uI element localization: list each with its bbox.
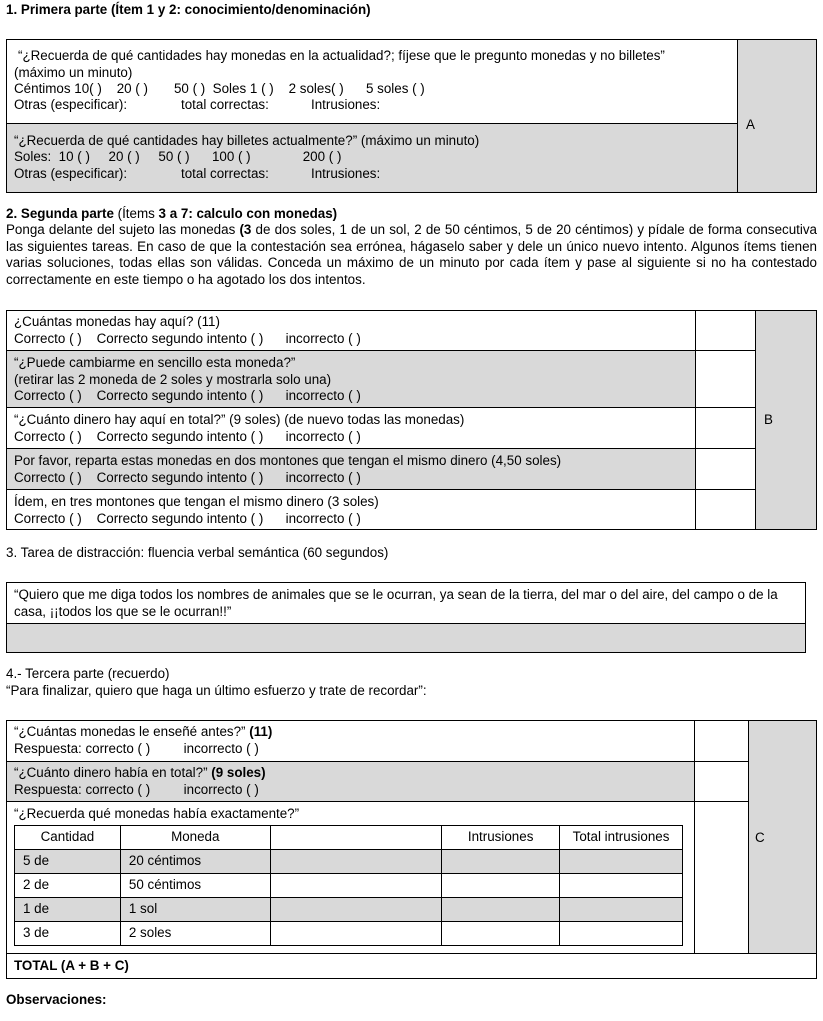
header-cantidad: Cantidad bbox=[15, 826, 121, 850]
part2-row-divider bbox=[6, 489, 756, 490]
part1-side-shade bbox=[738, 40, 816, 192]
part2-item2-answer: Correcto ( ) Correcto segundo intento ( ) incorrecto ( ) bbox=[14, 388, 361, 403]
part4-row-divider bbox=[6, 801, 749, 802]
part4-q1-answer: (11) bbox=[249, 724, 273, 739]
cell-cantidad: 3 de bbox=[15, 922, 121, 946]
part4-q2-answer: (9 soles) bbox=[211, 765, 266, 780]
part2-heading-a: 2. Segunda parte bbox=[6, 206, 114, 221]
cell-moneda: 1 sol bbox=[120, 898, 270, 922]
part2-item3 bbox=[14, 412, 464, 445]
table-row bbox=[15, 850, 683, 874]
part4-q2-text: “¿Cuánto dinero había en total?” bbox=[14, 765, 212, 780]
part4-total-divider bbox=[6, 953, 817, 954]
header-total-intrusiones: Total intrusiones bbox=[560, 826, 683, 850]
part2-item1-question: ¿Cuántas monedas hay aquí? (11) bbox=[14, 314, 220, 329]
part3-prompt: “Quiero que me diga todos los nombres de animales que se le ocurran, ya sean de la tierra, del mar o del aire, del campo o de la casa, ¡¡todos los que se le ocurran!!” bbox=[14, 587, 778, 619]
cell-blank bbox=[270, 850, 442, 874]
cell-intrusiones bbox=[442, 922, 560, 946]
cell-total-intrusiones bbox=[560, 850, 683, 874]
part1-heading: 1. Primera parte (Ítem 1 y 2: conocimiento/denominación) bbox=[6, 2, 371, 17]
cell-cantidad: 1 de bbox=[15, 898, 121, 922]
part4-q1 bbox=[14, 724, 272, 757]
cell-moneda: 50 céntimos bbox=[120, 874, 270, 898]
cell-blank bbox=[270, 898, 442, 922]
part2-item1 bbox=[14, 314, 361, 347]
part2-item4 bbox=[14, 453, 561, 486]
coins-table-header bbox=[15, 826, 683, 850]
part1-q1-others: Otras (especificar): bbox=[14, 97, 128, 112]
part2-heading-b: (Ítems bbox=[113, 206, 159, 221]
part1-q1-total: total correctas: bbox=[181, 97, 269, 112]
part2-divider-1 bbox=[695, 310, 696, 530]
part2-intro-c: de dos soles, 1 de un sol, 2 de 50 céntimos, 5 de 20 céntimos) y pídale de forma consecutiva las siguientes tareas. En caso de que la contestación sea errónea, hágaselo saber y dele un único nuevo intento. Algunos ítems tienen varias soluciones, todas ellas son válidas. Conceda un máximo de un minuto por cada ítem y pase al siguiente si no ha contestado correctamente en este tiempo o ha agotado los dos intentos. bbox=[6, 222, 817, 287]
cell-cantidad: 5 de bbox=[15, 850, 121, 874]
part4-divider-2 bbox=[748, 720, 749, 954]
part2-item4-answer: Correcto ( ) Correcto segundo intento ( ) incorrecto ( ) bbox=[14, 469, 361, 485]
part2-intro-a: Ponga delante del sujeto las monedas bbox=[6, 222, 240, 237]
part4-divider-1 bbox=[694, 720, 695, 954]
part2-item2-question: “¿Puede cambiarme en sencillo esta moneda?” bbox=[14, 355, 296, 370]
part4-side-label: C bbox=[755, 830, 765, 845]
part1-q2-text: “¿Recuerda de qué cantidades hay billetes actualmente?” (máximo un minuto) bbox=[14, 133, 480, 148]
part2-item3-answer: Correcto ( ) Correcto segundo intento ( ) incorrecto ( ) bbox=[14, 428, 361, 444]
part2-row-divider bbox=[6, 350, 756, 351]
part2-item1-answer: Correcto ( ) Correcto segundo intento ( ) incorrecto ( ) bbox=[14, 330, 361, 346]
part1-q1-text: “¿Recuerda de qué cantidades hay monedas en la actualidad?; fíjese que le pregunto monedas y no billetes” bbox=[18, 48, 665, 63]
part3-heading: 3. Tarea de distracción: fluencia verbal semántica (60 segundos) bbox=[6, 545, 389, 560]
part4-q1-question bbox=[14, 724, 272, 741]
header-moneda: Moneda bbox=[120, 826, 270, 850]
part4-intro: “Para finalizar, quiero que haga un último esfuerzo y trate de recordar”: bbox=[6, 683, 427, 698]
cell-total-intrusiones bbox=[560, 874, 683, 898]
table-row bbox=[15, 922, 683, 946]
part1-q1-time: (máximo un minuto) bbox=[14, 65, 133, 80]
part2-item2-note: (retirar las 2 moneda de 2 soles y mostrarla solo una) bbox=[14, 371, 332, 387]
part4-q1-response: Respuesta: correcto ( ) incorrecto ( ) bbox=[14, 740, 259, 756]
part1-divider bbox=[737, 39, 738, 193]
cell-total-intrusiones bbox=[560, 898, 683, 922]
table-row bbox=[15, 874, 683, 898]
part2-row-divider bbox=[6, 448, 756, 449]
part2-divider-2 bbox=[755, 310, 756, 530]
part2-item5-question: Ídem, en tres montones que tengan el mismo dinero (3 soles) bbox=[14, 494, 379, 509]
cell-cantidad: 2 de bbox=[15, 874, 121, 898]
part1-q2-options: Soles: 10 ( ) 20 ( ) 50 ( ) 100 ( ) 200 ( ) bbox=[14, 149, 342, 164]
cell-moneda: 2 soles bbox=[120, 922, 270, 946]
part4-row-divider bbox=[6, 761, 749, 762]
part2-item2 bbox=[14, 355, 361, 405]
observations-label: Observaciones: bbox=[6, 992, 107, 1007]
cell-intrusiones bbox=[442, 898, 560, 922]
part4-q2 bbox=[14, 765, 266, 798]
header-intrusiones: Intrusiones bbox=[442, 826, 560, 850]
part1-q1-intrusions: Intrusiones: bbox=[311, 97, 381, 112]
cell-moneda: 20 céntimos bbox=[120, 850, 270, 874]
part2-item3-question: “¿Cuánto dinero hay aquí en total?” (9 soles) (de nuevo todas las monedas) bbox=[14, 412, 465, 427]
part1-row-divider bbox=[6, 123, 738, 124]
part2-intro-b: (3 bbox=[239, 222, 252, 237]
table-row bbox=[15, 898, 683, 922]
part2-item4-question: Por favor, reparta estas monedas en dos montones que tengan el mismo dinero (4,50 soles) bbox=[14, 453, 562, 468]
part3-row-divider bbox=[6, 623, 806, 624]
cell-blank bbox=[270, 922, 442, 946]
cell-intrusiones bbox=[442, 874, 560, 898]
part4-heading: 4.- Tercera parte (recuerdo) bbox=[6, 666, 170, 681]
coins-table bbox=[14, 825, 683, 946]
total-label: TOTAL (A + B + C) bbox=[14, 958, 129, 973]
part1-side-label: A bbox=[746, 117, 755, 132]
cell-intrusiones bbox=[442, 850, 560, 874]
part4-q3-question: “¿Recuerda qué monedas había exactamente?” bbox=[14, 806, 300, 821]
part2-heading bbox=[6, 206, 337, 223]
part1-q2-total: total correctas: bbox=[181, 166, 269, 181]
cell-blank bbox=[270, 874, 442, 898]
part2-item5-answer: Correcto ( ) Correcto segundo intento ( ) incorrecto ( ) bbox=[14, 510, 361, 526]
part4-q1-text: “¿Cuántas monedas le enseñé antes?” bbox=[14, 724, 250, 739]
part2-side-label: B bbox=[764, 412, 773, 427]
part1-q2-intrusions: Intrusiones: bbox=[311, 166, 381, 181]
part4-q2-response: Respuesta: correcto ( ) incorrecto ( ) bbox=[14, 781, 259, 797]
part2-intro bbox=[6, 222, 817, 288]
part4-q2-question bbox=[14, 765, 266, 782]
part2-heading-c: 3 a 7: calculo con monedas) bbox=[158, 206, 338, 221]
part2-row-divider bbox=[6, 407, 756, 408]
part1-q1-options: Céntimos 10( ) 20 ( ) 50 ( ) Soles 1 ( ) 2 soles( ) 5 soles ( ) bbox=[14, 81, 425, 96]
part1-q2-others: Otras (especificar): bbox=[14, 166, 128, 181]
cell-total-intrusiones bbox=[560, 922, 683, 946]
part3-answer-shade bbox=[7, 624, 805, 652]
part2-item5 bbox=[14, 494, 379, 527]
header-blank bbox=[270, 826, 442, 850]
